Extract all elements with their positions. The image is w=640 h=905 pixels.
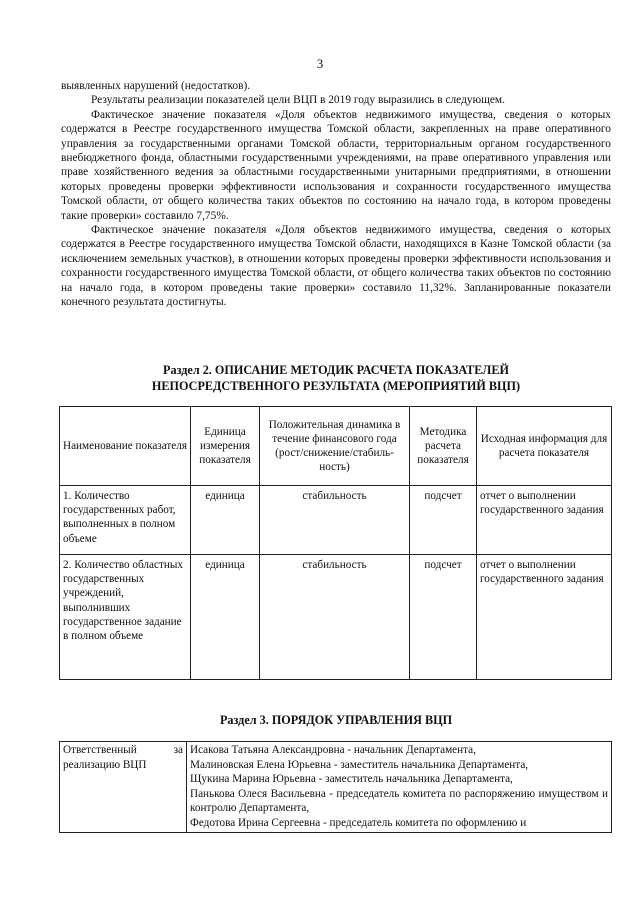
- paragraph-indicator-1: Фактическое значение показателя «Доля объектов недвижимого имущества, сведения о которых содержатся в Реестре государственного имущества Томской области, закрепленных на праве оперативного управления за государственными органами Томской области, территориальным органом государственного внебюджетного фонда, областными государственными учреждениями, на праве оперативного управления или праве хозяйственного ведения за областными государственными унитарными предприятиями, в отношении которых проведены проверки эффективности использования и сохранности государственного имущества Томской области, от общего количества таких объектов по состоянию на начало года, в котором проведены такие проверки» составило 7,75%.: [61, 108, 611, 222]
- responsible-person: Федотова Ирина Сергеевна - председатель комитета по оформлению и: [190, 816, 527, 829]
- responsible-list: [187, 742, 612, 833]
- table-row: [60, 555, 612, 680]
- row-1-unit: единица: [191, 486, 260, 555]
- row-2-dynamics: стабильность: [260, 555, 410, 680]
- responsible-person: Исакова Татьяна Александровна - начальник Департамента,: [190, 744, 476, 756]
- page-number: 3: [316, 56, 324, 71]
- table-header-row: [60, 407, 612, 486]
- responsible-label-text: Ответственный за реализацию ВЦП: [63, 744, 183, 771]
- header-unit: Единица измерения показателя: [191, 407, 260, 486]
- management-table: [59, 741, 612, 833]
- section-3-heading: Раздел 3. ПОРЯДОК УПРАВЛЕНИЯ ВЦП: [219, 713, 453, 727]
- row-1-source: отчет о выполнении государственного задания: [477, 486, 612, 555]
- section-2-heading-line-1: Раздел 2. ОПИСАНИЕ МЕТОДИК РАСЧЕТА ПОКАЗАТЕЛЕЙ: [163, 363, 509, 377]
- responsible-label: [60, 742, 187, 833]
- row-2-name: 2. Количество областных государственных учреждений, выполнивших государственное задание в полном объеме: [60, 555, 191, 680]
- table-row: [60, 742, 612, 833]
- responsible-person: Малиновская Елена Юрьевна - заместитель начальника Департамента,: [190, 758, 529, 771]
- responsible-person: Панькова Олеся Васильевна - председатель комитета по распоряжению имуществом и контролю Департамента,: [190, 787, 608, 815]
- header-source: Исходная информация для расчета показателя: [477, 407, 612, 486]
- paragraph-results: Результаты реализации показателей цели ВЦП в 2019 году выразились в следующем.: [91, 94, 505, 107]
- row-2-source: отчет о выполнении государственного задания: [477, 555, 612, 680]
- responsible-person: Щукина Марина Юрьевна - заместитель начальника Департамента,: [190, 773, 513, 786]
- row-2-method: подсчет: [410, 555, 477, 680]
- row-2-unit: единица: [191, 555, 260, 680]
- paragraph-continuation: выявленных нарушений (недостатков).: [61, 80, 251, 92]
- header-dynamics: Положительная динамика в течение финансового года (рост/снижение/стабиль-ность): [260, 407, 410, 486]
- methodology-table: [59, 406, 612, 680]
- row-1-method: подсчет: [410, 486, 477, 555]
- paragraph-indicator-2: Фактическое значение показателя «Доля объектов недвижимого имущества, сведения о которых содержатся в Реестре государственного имущества Томской области, находящихся в Казне Томской области (за исключением земельных участков), в отношении которых проведены проверки эффективности использования и сохранности государственного имущества Томской области, от общего количества таких объектов по состоянию на начало года, в котором проведены такие проверки» составило 11,32%. Запланированные показатели конечного результата достигнуты.: [61, 224, 611, 309]
- row-1-name: 1. Количество государственных работ, выполненных в полном объеме: [60, 486, 191, 555]
- header-method: Методика расчета показателя: [410, 407, 477, 486]
- row-1-dynamics: стабильность: [260, 486, 410, 555]
- section-2-heading-line-2: НЕПОСРЕДСТВЕННОГО РЕЗУЛЬТАТА (МЕРОПРИЯТИЙ ВЦП): [151, 379, 521, 393]
- table-row: [60, 486, 612, 555]
- body-text: [61, 79, 611, 310]
- section-2-heading: [61, 362, 611, 394]
- header-indicator-name: Наименование показателя: [60, 407, 191, 486]
